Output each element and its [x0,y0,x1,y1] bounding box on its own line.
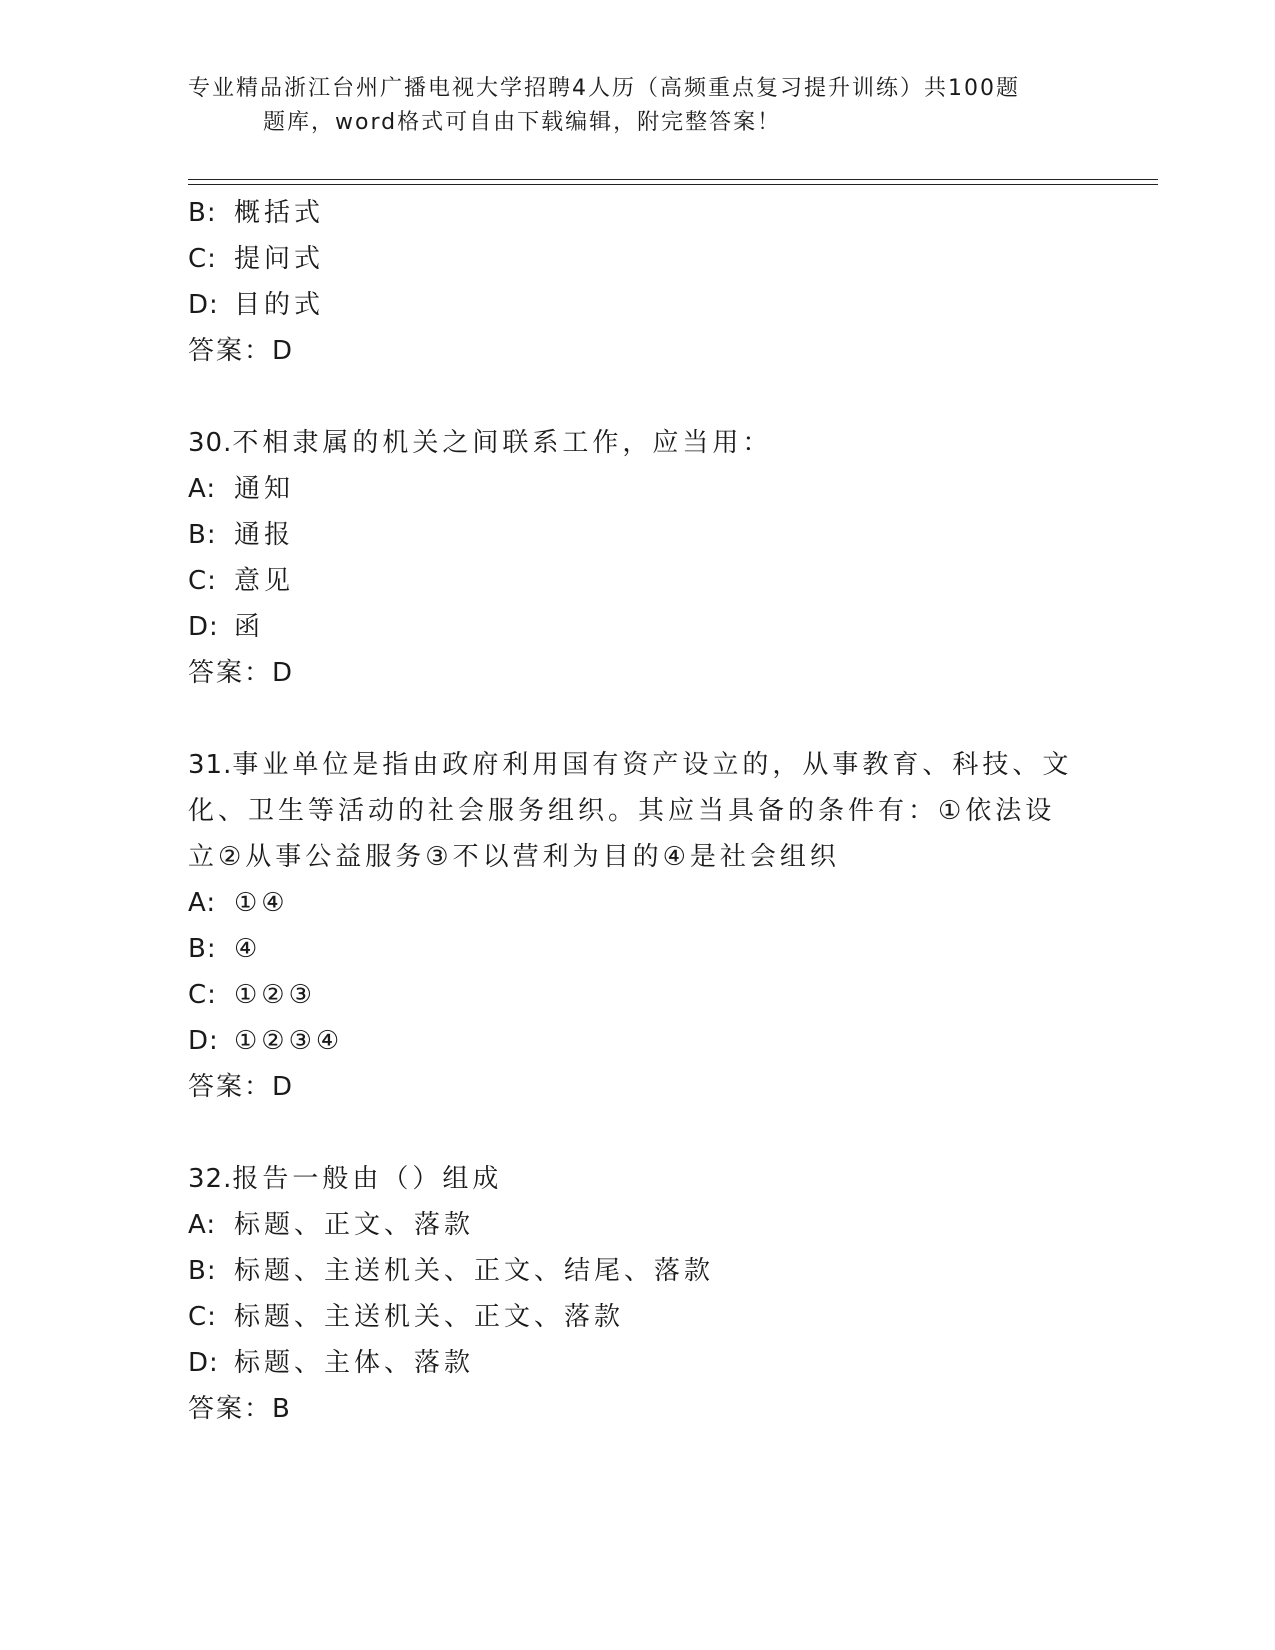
option-label: B: [188,1256,217,1286]
option [188,466,1088,512]
option-label: C: [188,980,217,1010]
question-text: 事业单位是指由政府利用国有资产设立的，从事教育、科技、文化、卫生等活动的社会服务组织。其应当具备的条件有：①依法设立②从事公益服务③不以营利为目的④是社会组织 [188,750,1073,872]
option-text: ①②③ [234,980,316,1010]
answer-key: D [272,658,293,688]
question-30 [188,420,1088,696]
option-label: D: [188,290,219,320]
question-32 [188,1156,1088,1432]
spacer [188,1110,1088,1156]
question-number: 32. [188,1164,233,1194]
answer-label: 答案： [188,336,273,366]
answer-key: D [272,1072,293,1102]
answer-label: 答案： [188,658,273,688]
document-header [188,72,1068,140]
option-label: D: [188,1348,219,1378]
option-text: 通报 [234,520,295,550]
option-label: C: [188,1302,217,1332]
option-text: 概括式 [234,198,325,228]
answer-line [188,1386,1088,1432]
option [188,558,1088,604]
question-number: 31. [188,750,233,780]
option [188,604,1088,650]
answer-line [188,650,1088,696]
answer-label: 答案： [188,1072,273,1102]
option [188,1018,1088,1064]
option-text: 标题、主送机关、正文、结尾、落款 [234,1256,715,1286]
header-divider-top [188,179,1158,180]
option-text: 标题、主送机关、正文、落款 [234,1302,625,1332]
option [188,972,1088,1018]
answer-key: B [272,1394,290,1424]
option [188,512,1088,558]
answer-line [188,1064,1088,1110]
answer-key: D [272,336,293,366]
option-text: 目的式 [234,290,325,320]
option-text: ④ [234,934,262,964]
option-text: 标题、主体、落款 [234,1348,475,1378]
option-text: 意见 [234,566,295,596]
spacer [188,696,1088,742]
question-29-continued [188,190,1088,374]
option-label: C: [188,566,217,596]
option-text: 提问式 [234,244,325,274]
option-text: ①④ [234,888,289,918]
option-label: D: [188,1026,219,1056]
question-number: 30. [188,428,233,458]
option-label: D: [188,612,219,642]
option-label: A: [188,1210,217,1240]
option [188,1340,1088,1386]
header-title-line-1: 专业精品浙江台州广播电视大学招聘4人历（高频重点复习提升训练）共100题 [188,76,1020,101]
question-stem [188,742,1078,880]
question-text: 报告一般由（）组成 [232,1164,503,1194]
answer-label: 答案： [188,1394,273,1424]
header-divider-bottom [188,184,1158,185]
option [188,282,1088,328]
option [188,1202,1088,1248]
option [188,190,1088,236]
option-label: A: [188,888,217,918]
option-label: B: [188,934,217,964]
question-text: 不相隶属的机关之间联系工作，应当用： [232,428,773,458]
option-text: 标题、正文、落款 [234,1210,475,1240]
option [188,1294,1088,1340]
option-label: B: [188,198,217,228]
option-label: A: [188,474,217,504]
option [188,1248,1088,1294]
option [188,236,1088,282]
option-label: B: [188,520,217,550]
option [188,926,1088,972]
question-stem [188,420,1088,466]
option-text: ①②③④ [234,1026,344,1056]
answer-line [188,328,1088,374]
option [188,880,1088,926]
spacer [188,374,1088,420]
header-title-line-2: 题库，word格式可自由下载编辑，附完整答案！ [263,110,782,135]
question-list [188,190,1088,1432]
question-31 [188,742,1088,1110]
option-label: C: [188,244,217,274]
option-text: 函 [234,612,265,642]
question-stem [188,1156,1088,1202]
option-text: 通知 [234,474,295,504]
